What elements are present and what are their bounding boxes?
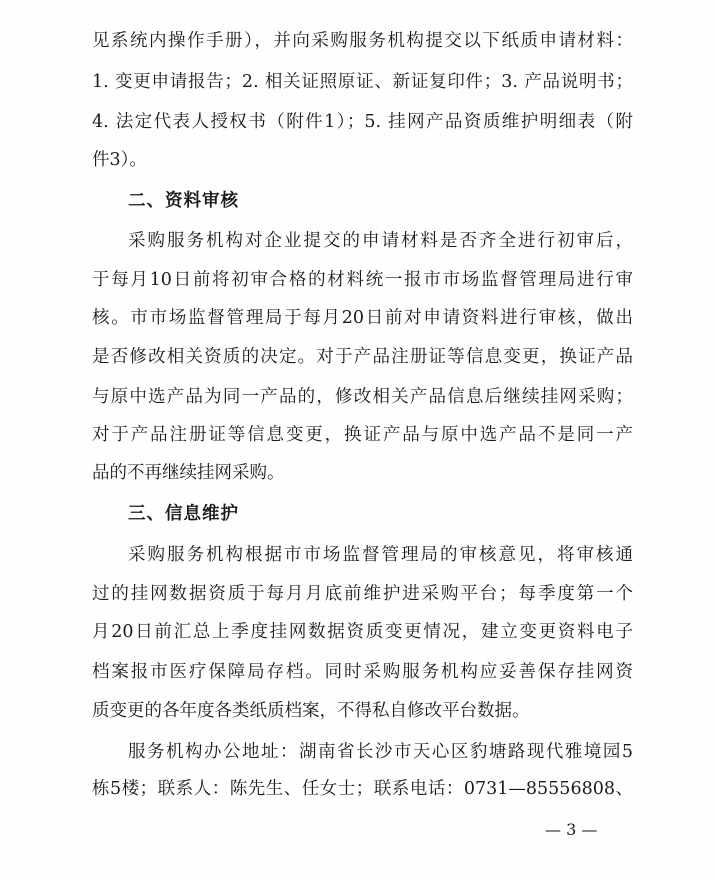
paragraph-3-line-4: 档案报市医疗保障局存档。同时采购服务机构应妥善保存挂网资 [92,662,633,682]
paragraph-2-line-4: 是否修改相关资质的决定。对于产品注册证等信息变更，换证产品 [92,347,633,367]
paragraph-1-line-4: 件3）。 [92,150,147,170]
section-heading-3: 三、信息维护 [128,504,239,524]
paragraph-4-line-1: 服务机构办公地址：湖南省长沙市天心区豹塘路现代雅境园5 [128,742,633,762]
paragraph-3-line-5: 质变更的各年度各类纸质档案，不得私自修改平台数据。 [92,701,530,721]
paragraph-1-line-1: 见系统内操作手册），并向采购服务机构提交以下纸质申请材料： [92,31,633,51]
paragraph-3-line-1: 采购服务机构根据市市场监督管理局的审核意见，将审核通 [128,545,633,565]
paragraph-2-line-5: 与原中选产品为同一产品的，修改相关产品信息后继续挂网采购； [92,387,633,407]
paragraph-2-line-1: 采购服务机构对企业提交的申请材料是否齐全进行初审后， [128,231,633,251]
paragraph-2-line-3: 核。市市场监督管理局于每月20日前对申请资料进行审核，做出 [92,308,633,328]
paragraph-4-line-2: 栋5楼；联系人：陈先生、任女士；联系电话：0731—85556808、 [92,779,633,799]
section-heading-2: 二、资料审核 [128,191,239,211]
paragraph-2-line-6: 对于产品注册证等信息变更，换证产品与原中选产品不是同一产 [92,425,633,445]
paragraph-1-line-3: 4. 法定代表人授权书（附件1）；5. 挂网产品资质维护明细表（附 [92,112,633,132]
paragraph-3-line-3: 月20日前汇总上季度挂网数据资质变更情况，建立变更资料电子 [92,622,633,642]
page-number: — 3 — [545,820,598,839]
paragraph-3-line-2: 过的挂网数据资质于每月月底前维护进采购平台；每季度第一个 [92,584,633,604]
paragraph-2-line-2: 于每月10日前将初审合格的材料统一报市市场监督管理局进行审 [92,270,633,290]
paragraph-2-line-7: 品的不再继续挂网采购。 [92,463,285,483]
paragraph-1-line-2: 1. 变更申请报告；2. 相关证照原证、新证复印件；3. 产品说明书； [92,72,633,92]
